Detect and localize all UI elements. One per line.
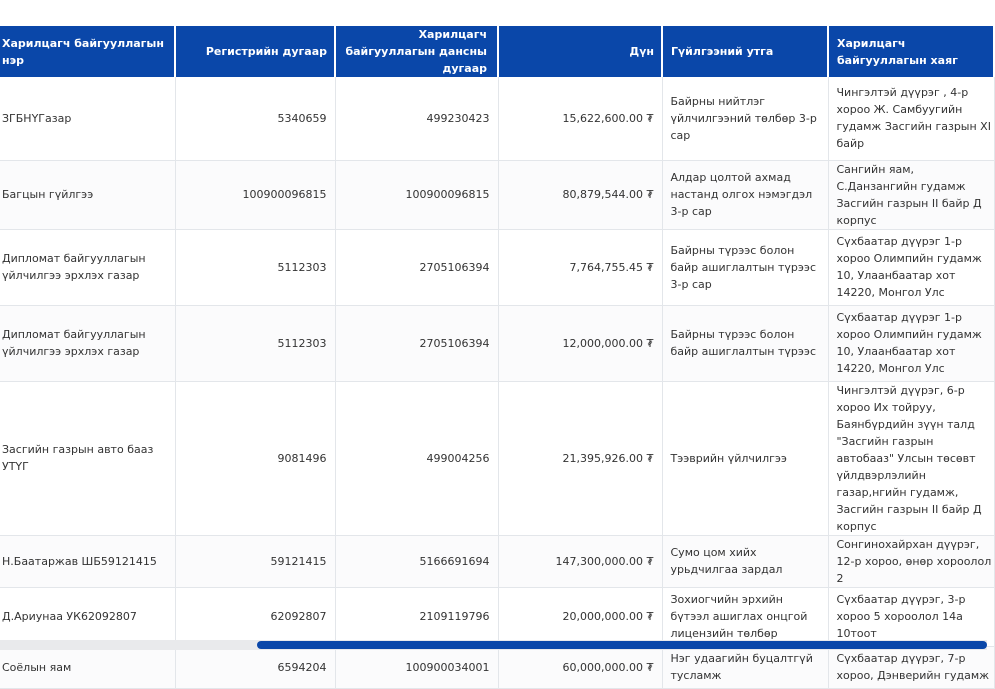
cell-registry-number: 59121415 [175,535,335,587]
horizontal-scrollbar[interactable] [0,640,987,650]
col-header-partner-address[interactable]: Харилцагч байгууллагын хаяг [828,26,994,77]
cell-registry-number: 62092807 [175,587,335,646]
cell-registry-number: 9081496 [175,381,335,535]
cell-partner-address: Чингэлтэй дүүрэг , 4-р хороо Ж. Самбуугийн гудамж Засгийн газрын XI байр [828,77,994,160]
cell-transaction-purpose: Байрны түрээс болон байр ашиглалтын түрээс [662,305,828,381]
col-header-transaction-purpose[interactable]: Гүйлгээний утга [662,26,828,77]
cell-partner-name: Засгийн газрын авто бааз УТҮГ [0,381,175,535]
cell-registry-number: 6594204 [175,646,335,688]
cell-account-number: 100900096815 [335,160,498,229]
cell-transaction-purpose: Алдар цолтой ахмад настанд олгох нэмэгдэл 3-р сар [662,160,828,229]
cell-amount: 7,764,755.45 ₮ [498,229,662,305]
cell-transaction-purpose: Сумо цом хийх урьдчилгаа зардал [662,535,828,587]
cell-account-number: 2705106394 [335,305,498,381]
col-header-registry-number[interactable]: Регистрийн дугаар [175,26,335,77]
cell-transaction-purpose: Тээврийн үйлчилгээ [662,381,828,535]
cell-amount: 12,000,000.00 ₮ [498,305,662,381]
top-strip [0,0,987,26]
table-row [0,160,994,229]
transactions-table [0,26,995,689]
cell-partner-address: Сүхбаатар дүүрэг 1-р хороо Олимпийн гудамж 10, Улаанбаатар хот 14220, Монгол Улс [828,305,994,381]
table-row [0,381,994,535]
cell-partner-address: Сүхбаатар дүүрэг, 3-р хороо 5 хороолол 14а 10тоот [828,587,994,646]
cell-account-number: 499230423 [335,77,498,160]
cell-partner-address: Сангийн яам, С.Данзангийн гудамж Засгийн газрын II байр Д корпус [828,160,994,229]
cell-amount: 147,300,000.00 ₮ [498,535,662,587]
cell-account-number: 100900034001 [335,646,498,688]
cell-registry-number: 5112303 [175,305,335,381]
cell-transaction-purpose: Байрны нийтлэг үйлчилгээний төлбөр 3-р сар [662,77,828,160]
cell-account-number: 2109119796 [335,587,498,646]
cell-partner-name: Багцын гүйлгээ [0,160,175,229]
scrollbar-thumb[interactable] [257,641,987,649]
col-header-partner-name[interactable]: Харилцагч байгууллагын нэр [0,26,175,77]
cell-amount: 80,879,544.00 ₮ [498,160,662,229]
cell-amount: 21,395,926.00 ₮ [498,381,662,535]
cell-partner-name: Соёлын яам [0,646,175,688]
table-row [0,305,994,381]
cell-transaction-purpose: Байрны түрээс болон байр ашиглалтын түрээс 3-р сар [662,229,828,305]
cell-registry-number: 5112303 [175,229,335,305]
cell-partner-name: Д.Ариунаа УК62092807 [0,587,175,646]
cell-partner-address: Сүхбаатар дүүрэг 1-р хороо Олимпийн гудамж 10, Улаанбаатар хот 14220, Монгол Улс [828,229,994,305]
cell-account-number: 499004256 [335,381,498,535]
cell-partner-address: Чингэлтэй дүүрэг, 6-р хороо Их тойруу, Баянбүрдийн зүүн талд "Засгийн газрын автобааз" Улсын төсөвт үйлдвэрлэлийн газар,нгийн гудамж, Засгийн газрын II байр Д корпус [828,381,994,535]
table-row [0,77,994,160]
cell-partner-name: ЗГБНҮГазар [0,77,175,160]
cell-transaction-purpose: Зохиогчийн эрхийн бүтээл ашиглах онцгой лицензийн төлбөр [662,587,828,646]
transactions-table-container[interactable] [0,26,992,682]
cell-registry-number: 100900096815 [175,160,335,229]
table-row [0,587,994,646]
table-row [0,229,994,305]
cell-partner-address: Сонгинохайрхан дүүрэг, 12-р хороо, өнөр хороолол 2 [828,535,994,587]
cell-amount: 60,000,000.00 ₮ [498,646,662,688]
cell-registry-number: 5340659 [175,77,335,160]
cell-partner-name: Дипломат байгууллагын үйлчилгээ эрхлэх газар [0,229,175,305]
cell-account-number: 5166691694 [335,535,498,587]
table-header-row [0,26,994,77]
table-row [0,535,994,587]
col-header-account-number[interactable]: Харилцагч байгууллагын дансны дугаар [335,26,498,77]
cell-amount: 20,000,000.00 ₮ [498,587,662,646]
cell-partner-name: Дипломат байгууллагын үйлчилгээ эрхлэх газар [0,305,175,381]
cell-partner-name: Н.Баатаржав ШБ59121415 [0,535,175,587]
col-header-amount[interactable]: Дүн [498,26,662,77]
cell-account-number: 2705106394 [335,229,498,305]
table-row [0,646,994,688]
cell-amount: 15,622,600.00 ₮ [498,77,662,160]
cell-transaction-purpose: Нэг удаагийн буцалтгүй тусламж [662,646,828,688]
cell-partner-address: Сүхбаатар дүүрэг, 7-р хороо, Дэнверийн гудамж [828,646,994,688]
